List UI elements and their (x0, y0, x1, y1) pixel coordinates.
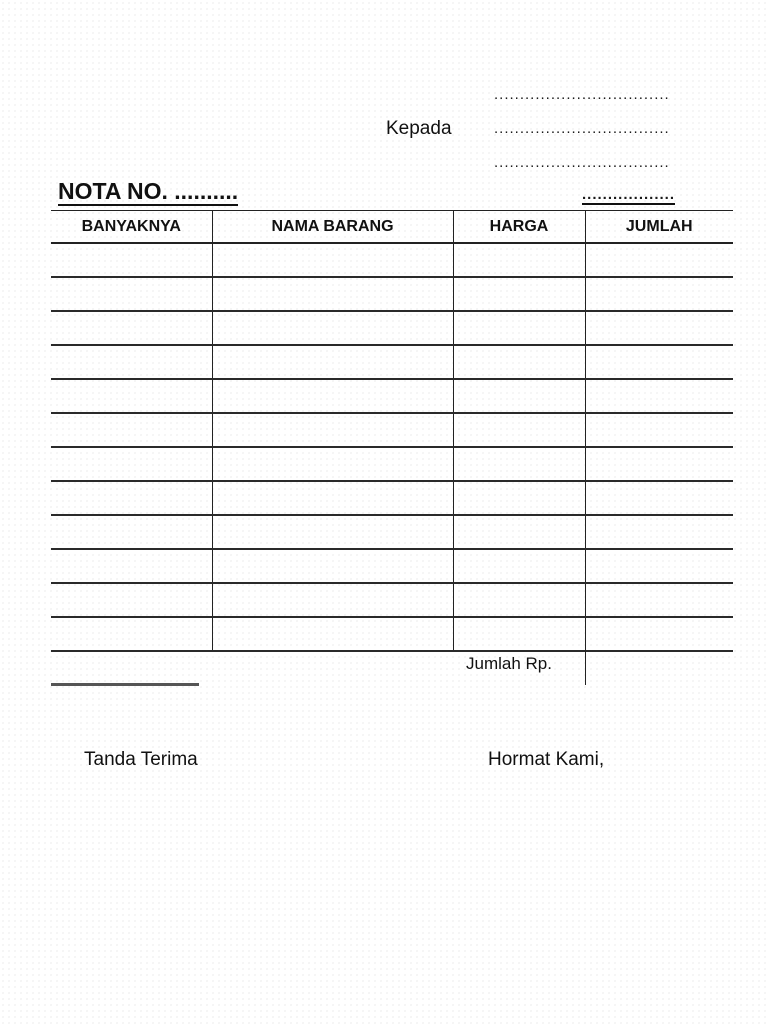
cell-nama-barang (212, 583, 453, 617)
cell-nama-barang (212, 515, 453, 549)
cell-banyaknya (51, 515, 212, 549)
table-row (51, 583, 733, 617)
cell-harga (453, 413, 585, 447)
cell-nama-barang (212, 481, 453, 515)
recipient-line-2: .................................. (494, 120, 670, 137)
cell-nama-barang (212, 447, 453, 481)
cell-jumlah (585, 447, 733, 481)
cell-nama-barang (212, 379, 453, 413)
cell-nama-barang (212, 345, 453, 379)
header-banyaknya: BANYAKNYA (51, 211, 212, 244)
cell-jumlah (585, 243, 733, 277)
receiver-signature-label: Tanda Terima (84, 749, 198, 770)
cell-banyaknya (51, 549, 212, 583)
cell-jumlah (585, 413, 733, 447)
cell-harga (453, 345, 585, 379)
sender-signature-label: Hormat Kami, (488, 749, 605, 770)
cell-harga (453, 549, 585, 583)
table-row (51, 515, 733, 549)
table-row (51, 549, 733, 583)
cell-banyaknya (51, 413, 212, 447)
cell-banyaknya (51, 311, 212, 345)
cell-harga (453, 617, 585, 651)
cell-banyaknya (51, 277, 212, 311)
cell-nama-barang (212, 413, 453, 447)
nota-number-title: NOTA NO. .......... (58, 178, 239, 204)
date-placeholder: .................. (582, 186, 676, 203)
cell-harga (453, 243, 585, 277)
cell-harga (453, 447, 585, 481)
cell-banyaknya (51, 583, 212, 617)
cell-banyaknya (51, 379, 212, 413)
cell-banyaknya (51, 243, 212, 277)
cell-nama-barang (212, 243, 453, 277)
table-row (51, 345, 733, 379)
cell-jumlah (585, 379, 733, 413)
signature-line (51, 683, 199, 686)
table-header-row (51, 211, 733, 244)
table-body (51, 243, 733, 651)
cell-jumlah (585, 345, 733, 379)
invoice-table (51, 210, 733, 652)
cell-jumlah (585, 583, 733, 617)
table-row (51, 617, 733, 651)
table-row (51, 243, 733, 277)
header-jumlah: JUMLAH (585, 211, 733, 244)
cell-harga (453, 311, 585, 345)
total-label: Jumlah Rp. (466, 654, 552, 673)
cell-jumlah (585, 515, 733, 549)
cell-banyaknya (51, 447, 212, 481)
cell-harga (453, 583, 585, 617)
cell-jumlah (585, 311, 733, 345)
table-row (51, 413, 733, 447)
cell-banyaknya (51, 617, 212, 651)
cell-nama-barang (212, 311, 453, 345)
cell-jumlah (585, 549, 733, 583)
cell-banyaknya (51, 345, 212, 379)
cell-jumlah (585, 277, 733, 311)
invoice-table-container (51, 210, 733, 652)
table-row (51, 311, 733, 345)
cell-nama-barang (212, 277, 453, 311)
table-row (51, 277, 733, 311)
cell-banyaknya (51, 481, 212, 515)
cell-harga (453, 277, 585, 311)
table-row (51, 447, 733, 481)
cell-harga (453, 481, 585, 515)
cell-harga (453, 379, 585, 413)
cell-jumlah (585, 481, 733, 515)
recipient-line-1: .................................. (494, 86, 670, 103)
recipient-label: Kepada (386, 118, 452, 139)
cell-nama-barang (212, 549, 453, 583)
cell-jumlah (585, 617, 733, 651)
table-row (51, 481, 733, 515)
recipient-line-3: .................................. (494, 154, 670, 171)
header-harga: HARGA (453, 211, 585, 244)
cell-harga (453, 515, 585, 549)
table-row (51, 379, 733, 413)
total-divider (585, 650, 586, 685)
header-nama-barang: NAMA BARANG (212, 211, 453, 244)
cell-nama-barang (212, 617, 453, 651)
